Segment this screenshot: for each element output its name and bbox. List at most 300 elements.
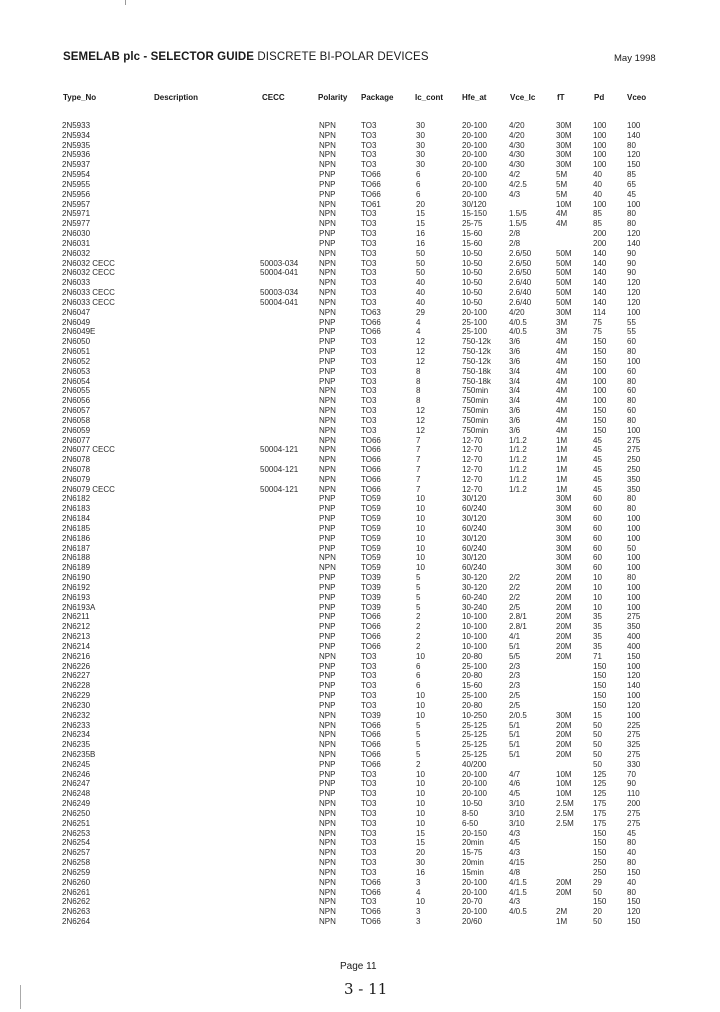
cell-vce-ic: 5/1 <box>509 740 521 750</box>
table-row <box>0 622 720 632</box>
cell-vceo: 80 <box>627 376 636 386</box>
cell-package: TO3 <box>361 789 377 799</box>
cell-vceo: 400 <box>627 641 641 651</box>
col-header-hfe: Hfe_at <box>462 93 487 102</box>
cell-package: TO3 <box>361 229 377 239</box>
cell-pd: 50 <box>593 740 602 750</box>
cell-package: TO3 <box>361 356 377 366</box>
cell-type-no: 2N6229 <box>62 691 91 701</box>
table-row <box>0 593 720 603</box>
cell-vce-ic: 1.5/5 <box>509 219 527 229</box>
cell-ic-cont: 2 <box>416 641 421 651</box>
cell-package: TO3 <box>361 700 377 710</box>
cell-vceo: 275 <box>627 435 641 445</box>
cell-ft: 10M <box>556 769 572 779</box>
cell-cecc: 50003-034 <box>260 288 299 298</box>
cell-type-no: 2N6032 CECC <box>62 258 115 268</box>
cell-hfe-at: 6-50 <box>462 818 479 828</box>
cell-vce-ic: 2/3 <box>509 681 521 691</box>
cell-type-no: 2N5933 <box>62 121 91 130</box>
cell-package: TO3 <box>361 808 377 818</box>
cell-polarity: PNP <box>319 632 336 642</box>
table-row <box>0 377 720 387</box>
cell-polarity: NPN <box>319 268 336 278</box>
cell-ic-cont: 16 <box>416 867 425 877</box>
cell-vceo: 100 <box>627 523 641 533</box>
cell-type-no: 2N6184 <box>62 514 91 524</box>
cell-ft: 1M <box>556 435 568 445</box>
cell-ft: 20M <box>556 887 572 897</box>
table-row <box>0 838 720 848</box>
cell-pd: 150 <box>593 838 607 848</box>
cell-polarity: PNP <box>319 494 336 504</box>
cell-package: TO59 <box>361 504 381 514</box>
cell-polarity: PNP <box>319 582 336 592</box>
cell-ic-cont: 10 <box>416 494 425 504</box>
cell-package: TO39 <box>361 573 381 583</box>
cell-vceo: 330 <box>627 759 641 769</box>
cell-type-no: 2N6262 <box>62 897 91 907</box>
cell-ic-cont: 3 <box>416 877 421 887</box>
cell-polarity: PNP <box>319 592 336 602</box>
cell-hfe-at: 30-120 <box>462 582 487 592</box>
cell-pd: 140 <box>593 258 607 268</box>
cell-vce-ic: 3/6 <box>509 337 521 347</box>
cell-vce-ic: 4/0.5 <box>509 907 527 917</box>
cell-vceo: 100 <box>627 710 641 720</box>
cell-ft: 30M <box>556 543 572 553</box>
cell-vceo: 120 <box>627 297 641 307</box>
cell-package: TO39 <box>361 710 381 720</box>
cell-ic-cont: 10 <box>416 514 425 524</box>
cell-ft: 1M <box>556 455 568 465</box>
cell-ft: 30M <box>556 494 572 504</box>
cell-polarity: NPN <box>319 917 336 927</box>
cell-vce-ic: 4/30 <box>509 160 525 170</box>
col-header-vce: Vce_Ic <box>510 93 536 102</box>
cell-hfe-at: 10-50 <box>462 799 483 809</box>
cell-vce-ic: 4/30 <box>509 140 525 150</box>
cell-vceo: 50 <box>627 543 636 553</box>
cell-hfe-at: 15min <box>462 867 484 877</box>
cell-ic-cont: 12 <box>416 356 425 366</box>
cell-pd: 50 <box>593 730 602 740</box>
cell-hfe-at: 8-50 <box>462 808 479 818</box>
cell-pd: 75 <box>593 317 602 327</box>
cell-hfe-at: 10-250 <box>462 710 487 720</box>
cell-package: TO3 <box>361 769 377 779</box>
cell-ft: 20M <box>556 612 572 622</box>
cell-polarity: PNP <box>319 347 336 357</box>
table-row <box>0 445 720 455</box>
cell-type-no: 2N5971 <box>62 209 91 219</box>
cell-type-no: 2N6216 <box>62 651 91 661</box>
cell-hfe-at: 15-75 <box>462 848 483 858</box>
cell-vceo: 150 <box>627 160 641 170</box>
cell-ic-cont: 50 <box>416 268 425 278</box>
cell-vce-ic: 4/0.5 <box>509 327 527 337</box>
cell-polarity: PNP <box>319 602 336 612</box>
cell-ic-cont: 15 <box>416 219 425 229</box>
cell-vce-ic: 2/5 <box>509 602 521 612</box>
cell-type-no: 2N6079 <box>62 474 91 484</box>
cell-polarity: PNP <box>319 622 336 632</box>
cell-vce-ic: 1/1.2 <box>509 435 527 445</box>
col-header-pd: Pd <box>594 93 605 102</box>
cell-vceo: 275 <box>627 808 641 818</box>
cell-vceo: 80 <box>627 415 636 425</box>
cell-package: TO66 <box>361 917 381 927</box>
cell-package: TO3 <box>361 150 377 160</box>
cell-type-no: 2N6258 <box>62 858 91 868</box>
cell-ft: 1M <box>556 474 568 484</box>
cell-package: TO3 <box>361 258 377 268</box>
cell-type-no: 2N6078 <box>62 464 91 474</box>
table-row <box>0 612 720 622</box>
cell-pd: 100 <box>593 366 607 376</box>
cell-vceo: 65 <box>627 179 636 189</box>
cell-hfe-at: 25-100 <box>462 327 487 337</box>
document-title <box>63 51 429 63</box>
cell-ft: 20M <box>556 622 572 632</box>
cell-package: TO3 <box>361 219 377 229</box>
col-header-ic: Ic_cont <box>415 93 444 102</box>
cell-vce-ic: 1/1.2 <box>509 484 527 494</box>
cell-ic-cont: 50 <box>416 248 425 258</box>
cell-polarity: NPN <box>319 907 336 917</box>
cell-ft: 50M <box>556 297 572 307</box>
cell-ft: 30M <box>556 121 572 130</box>
cell-ft: 5M <box>556 170 568 180</box>
table-row <box>0 219 720 229</box>
cell-vceo: 275 <box>627 612 641 622</box>
col-header-package: Package <box>361 93 394 102</box>
table-row <box>0 318 720 328</box>
cell-vce-ic: 4/3 <box>509 828 521 838</box>
cell-vceo: 100 <box>627 553 641 563</box>
cell-ft: 1M <box>556 464 568 474</box>
cell-package: TO3 <box>361 838 377 848</box>
table-row <box>0 259 720 269</box>
cell-pd: 250 <box>593 867 607 877</box>
cell-hfe-at: 10-50 <box>462 268 483 278</box>
cell-vce-ic: 2/8 <box>509 229 521 239</box>
cell-package: TO39 <box>361 592 381 602</box>
table-row <box>0 436 720 446</box>
cell-ic-cont: 10 <box>416 651 425 661</box>
table-row <box>0 770 720 780</box>
cell-hfe-at: 20-80 <box>462 651 483 661</box>
cell-type-no: 2N6189 <box>62 563 91 573</box>
cell-vce-ic: 3/6 <box>509 406 521 416</box>
cell-ic-cont: 5 <box>416 602 421 612</box>
cell-ic-cont: 6 <box>416 671 421 681</box>
table-row <box>0 357 720 367</box>
cell-vceo: 80 <box>627 887 636 897</box>
cell-vceo: 100 <box>627 661 641 671</box>
cell-vce-ic: 4/3 <box>509 189 521 199</box>
cell-polarity: PNP <box>319 229 336 239</box>
cell-vceo: 100 <box>627 121 641 130</box>
cell-ic-cont: 7 <box>416 474 421 484</box>
cell-ic-cont: 4 <box>416 317 421 327</box>
cell-vceo: 100 <box>627 602 641 612</box>
cell-ft: 20M <box>556 740 572 750</box>
cell-hfe-at: 10-100 <box>462 641 487 651</box>
cell-ic-cont: 16 <box>416 238 425 248</box>
cell-ic-cont: 5 <box>416 730 421 740</box>
cell-pd: 60 <box>593 553 602 563</box>
table-row <box>0 150 720 160</box>
cell-pd: 50 <box>593 720 602 730</box>
cell-pd: 175 <box>593 808 607 818</box>
cell-vceo: 90 <box>627 779 636 789</box>
cell-polarity: NPN <box>319 858 336 868</box>
cell-ic-cont: 40 <box>416 278 425 288</box>
cell-hfe-at: 20-100 <box>462 769 487 779</box>
cell-package: TO59 <box>361 514 381 524</box>
cell-ft: 1M <box>556 445 568 455</box>
table-row <box>0 308 720 318</box>
table-row <box>0 681 720 691</box>
cell-vce-ic: 2/2 <box>509 592 521 602</box>
cell-vce-ic: 2.6/40 <box>509 297 532 307</box>
table-row <box>0 789 720 799</box>
cell-vceo: 100 <box>627 425 641 435</box>
cell-vceo: 100 <box>627 691 641 701</box>
cell-vce-ic: 4/3 <box>509 848 521 858</box>
cell-ft: 50M <box>556 288 572 298</box>
cell-ft: 4M <box>556 425 568 435</box>
cell-ft: 20M <box>556 582 572 592</box>
cell-pd: 29 <box>593 877 602 887</box>
cell-ic-cont: 6 <box>416 681 421 691</box>
table-row <box>0 209 720 219</box>
cell-polarity: PNP <box>319 789 336 799</box>
cell-type-no: 2N5935 <box>62 140 91 150</box>
cell-vce-ic: 3/6 <box>509 356 521 366</box>
table-row <box>0 632 720 642</box>
cell-ic-cont: 6 <box>416 189 421 199</box>
cell-pd: 50 <box>593 887 602 897</box>
cell-ic-cont: 8 <box>416 366 421 376</box>
cell-vceo: 80 <box>627 209 636 219</box>
cell-vceo: 100 <box>627 582 641 592</box>
cell-hfe-at: 60/240 <box>462 563 487 573</box>
cell-vce-ic: 5/1 <box>509 750 521 759</box>
cell-type-no: 2N6254 <box>62 838 91 848</box>
cell-hfe-at: 15-150 <box>462 209 487 219</box>
cell-type-no: 2N6235B <box>62 750 96 759</box>
cell-ic-cont: 7 <box>416 435 421 445</box>
cell-ic-cont: 10 <box>416 504 425 514</box>
cell-vce-ic: 4/7 <box>509 769 521 779</box>
cell-ft: 20M <box>556 720 572 730</box>
cell-ic-cont: 30 <box>416 150 425 160</box>
cell-type-no: 2N6247 <box>62 779 91 789</box>
cell-pd: 140 <box>593 268 607 278</box>
cell-polarity: PNP <box>319 337 336 347</box>
cell-hfe-at: 30/120 <box>462 199 487 209</box>
cell-type-no: 2N6251 <box>62 818 91 828</box>
cell-hfe-at: 25-125 <box>462 730 487 740</box>
cell-hfe-at: 25-100 <box>462 691 487 701</box>
cell-package: TO3 <box>361 347 377 357</box>
cell-type-no: 2N6030 <box>62 229 91 239</box>
cell-vceo: 80 <box>627 504 636 514</box>
cell-type-no: 2N6186 <box>62 533 91 543</box>
cell-pd: 10 <box>593 602 602 612</box>
cell-vceo: 120 <box>627 150 641 160</box>
cell-polarity: NPN <box>319 877 336 887</box>
cell-polarity: NPN <box>319 396 336 406</box>
cell-ic-cont: 5 <box>416 582 421 592</box>
cell-polarity: NPN <box>319 209 336 219</box>
cell-polarity: NPN <box>319 219 336 229</box>
cell-polarity: NPN <box>319 474 336 484</box>
table-row <box>0 760 720 770</box>
cell-ic-cont: 10 <box>416 700 425 710</box>
cell-polarity: PNP <box>319 356 336 366</box>
cell-package: TO3 <box>361 288 377 298</box>
cell-pd: 10 <box>593 582 602 592</box>
cell-pd: 114 <box>593 307 606 317</box>
table-row <box>0 799 720 809</box>
cell-vceo: 80 <box>627 347 636 357</box>
cell-ic-cont: 8 <box>416 386 421 396</box>
cell-vceo: 250 <box>627 455 641 465</box>
cell-ic-cont: 3 <box>416 917 421 927</box>
cell-package: TO59 <box>361 533 381 543</box>
cell-type-no: 2N6032 <box>62 248 91 258</box>
cell-package: TO59 <box>361 563 381 573</box>
cell-package: TO66 <box>361 170 381 180</box>
cell-vce-ic: 1/1.2 <box>509 455 527 465</box>
cell-pd: 150 <box>593 848 607 858</box>
cell-hfe-at: 40/200 <box>462 759 487 769</box>
cell-pd: 125 <box>593 779 607 789</box>
cell-type-no: 2N6192 <box>62 582 91 592</box>
cell-hfe-at: 60/240 <box>462 543 487 553</box>
cell-ic-cont: 10 <box>416 533 425 543</box>
table-row <box>0 779 720 789</box>
cell-type-no: 2N6264 <box>62 917 91 927</box>
cell-pd: 175 <box>593 799 607 809</box>
cell-hfe-at: 25-100 <box>462 661 487 671</box>
cell-hfe-at: 25-125 <box>462 750 487 759</box>
cell-vce-ic: 4/3 <box>509 897 521 907</box>
table-row <box>0 298 720 308</box>
cell-package: TO66 <box>361 179 381 189</box>
cell-type-no: 2N6226 <box>62 661 91 671</box>
cell-ic-cont: 2 <box>416 632 421 642</box>
cell-ft: 20M <box>556 573 572 583</box>
cell-vce-ic: 4/1 <box>509 632 521 642</box>
cell-ft: 30M <box>556 140 572 150</box>
cell-pd: 100 <box>593 396 607 406</box>
table-row <box>0 691 720 701</box>
cell-hfe-at: 15-60 <box>462 229 483 239</box>
cell-package: TO66 <box>361 327 381 337</box>
cell-ft: 10M <box>556 779 572 789</box>
cell-vce-ic: 3/4 <box>509 366 521 376</box>
cell-vce-ic: 4/2.5 <box>509 179 527 189</box>
col-header-type: Type_No <box>63 93 97 102</box>
cell-polarity: NPN <box>319 288 336 298</box>
cell-polarity: PNP <box>319 189 336 199</box>
cell-type-no: 2N5934 <box>62 130 91 140</box>
cell-type-no: 2N6033 CECC <box>62 288 115 298</box>
cell-hfe-at: 20-80 <box>462 671 483 681</box>
cell-hfe-at: 20-100 <box>462 779 487 789</box>
cell-hfe-at: 750min <box>462 406 489 416</box>
cell-type-no: 2N6058 <box>62 415 91 425</box>
cell-ic-cont: 10 <box>416 799 425 809</box>
cell-vce-ic: 2/5 <box>509 700 521 710</box>
table-row <box>0 278 720 288</box>
cell-hfe-at: 60/240 <box>462 523 487 533</box>
cell-polarity: PNP <box>319 317 336 327</box>
col-header-vceo: Vceo <box>627 93 647 102</box>
cell-type-no: 2N6257 <box>62 848 91 858</box>
cell-ic-cont: 30 <box>416 121 425 130</box>
cell-type-no: 2N5957 <box>62 199 91 209</box>
cell-polarity: NPN <box>319 199 336 209</box>
cell-polarity: PNP <box>319 504 336 514</box>
table-row <box>0 141 720 151</box>
cell-vceo: 60 <box>627 337 636 347</box>
cell-polarity: NPN <box>319 248 336 258</box>
cell-ic-cont: 5 <box>416 740 421 750</box>
cell-package: TO59 <box>361 494 381 504</box>
cell-type-no: 2N6260 <box>62 877 91 887</box>
table-row <box>0 406 720 416</box>
cell-pd: 60 <box>593 504 602 514</box>
cell-type-no: 2N6212 <box>62 622 91 632</box>
cell-ft: 5M <box>556 179 568 189</box>
cell-type-no: 2N6187 <box>62 543 91 553</box>
cell-ic-cont: 7 <box>416 445 421 455</box>
cell-package: TO66 <box>361 759 381 769</box>
table-row <box>0 907 720 917</box>
cell-ic-cont: 30 <box>416 160 425 170</box>
table-row <box>0 190 720 200</box>
cell-ft: 30M <box>556 563 572 573</box>
cell-vceo: 120 <box>627 907 641 917</box>
cell-package: TO66 <box>361 641 381 651</box>
cell-polarity: NPN <box>319 258 336 268</box>
cell-type-no: 2N5954 <box>62 170 91 180</box>
cell-polarity: NPN <box>319 307 336 317</box>
cell-pd: 40 <box>593 179 602 189</box>
cell-cecc: 50003-034 <box>260 258 299 268</box>
cell-type-no: 2N6246 <box>62 769 91 779</box>
cell-pd: 100 <box>593 386 607 396</box>
cell-vceo: 55 <box>627 317 636 327</box>
table-row <box>0 642 720 652</box>
cell-type-no: 2N5936 <box>62 150 91 160</box>
cell-pd: 150 <box>593 897 607 907</box>
cell-hfe-at: 20min <box>462 858 484 868</box>
cell-ic-cont: 30 <box>416 140 425 150</box>
cell-vceo: 100 <box>627 533 641 543</box>
cell-pd: 35 <box>593 622 602 632</box>
cell-type-no: 2N5977 <box>62 219 91 229</box>
table-row <box>0 730 720 740</box>
cell-polarity: PNP <box>319 671 336 681</box>
cell-vceo: 275 <box>627 730 641 740</box>
cell-vceo: 275 <box>627 445 641 455</box>
